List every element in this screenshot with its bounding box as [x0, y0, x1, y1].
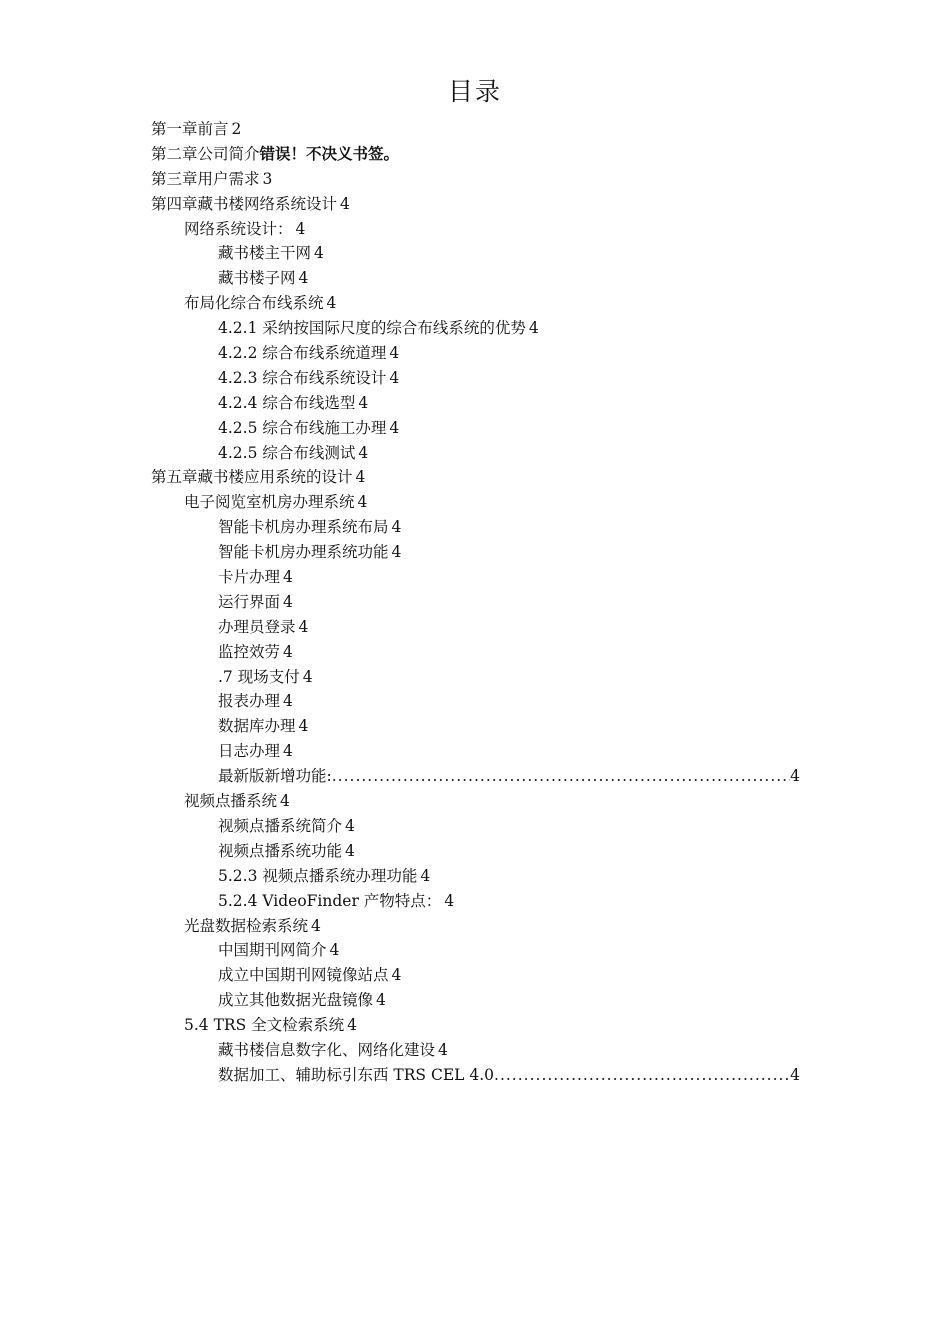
toc-page-number: 4 [302, 667, 313, 686]
toc-entry[interactable] [0, 714, 950, 739]
toc-entry[interactable] [0, 490, 950, 515]
toc-page-number: 4 [389, 368, 400, 387]
toc-entry-text: 报表办理 [218, 692, 281, 711]
toc-page-number: 2 [231, 120, 242, 138]
toc-page-number: 4 [340, 194, 350, 213]
toc-page-number: 4 [295, 219, 306, 238]
toc-page-number: 4 [283, 742, 293, 761]
toc-entry-text: 监控效劳 [218, 642, 281, 661]
toc-entry[interactable] [0, 914, 950, 939]
toc-page-number: 4 [283, 642, 293, 661]
toc-entry-text: 藏书楼子网 [218, 269, 296, 288]
toc-entry[interactable] [0, 266, 950, 291]
toc-entry[interactable] [0, 391, 950, 416]
toc-dot-leader [494, 1063, 790, 1088]
toc-entry[interactable] [0, 241, 950, 266]
toc-page-number: 4 [358, 393, 369, 412]
toc-page-number: 4 [298, 717, 309, 736]
toc-page-number: 4 [298, 269, 309, 288]
toc-page-number: 4 [389, 418, 400, 437]
toc-entry-text: 5.2.3 视频点播系统办理功能 [218, 866, 418, 885]
toc-page-number: 4 [345, 841, 355, 860]
toc-page-number: 4 [311, 916, 321, 935]
toc-entry[interactable] [0, 1063, 800, 1088]
toc-entry[interactable] [0, 192, 950, 217]
toc-page-number: 4 [391, 966, 402, 985]
toc-entry-text: 智能卡机房办理系统功能 [218, 543, 389, 562]
toc-entry-text: 卡片办理 [218, 568, 281, 587]
toc-entry[interactable] [0, 590, 950, 615]
toc-entry[interactable] [0, 1013, 950, 1038]
toc-entry[interactable] [0, 565, 950, 590]
toc-entry-text: 成立中国期刊网镜像站点 [218, 966, 389, 985]
toc-entry-text: 4.2.4 综合布线选型 [218, 393, 356, 412]
toc-entry[interactable] [0, 889, 950, 914]
toc-entry-text: 视频点播系统 [184, 792, 278, 811]
toc-page-number: 4 [355, 468, 366, 487]
toc-entry[interactable] [0, 465, 950, 490]
toc-page-number: 4 [389, 344, 400, 363]
toc-entry[interactable] [0, 441, 950, 466]
toc-entry[interactable] [0, 1038, 950, 1063]
toc-entry[interactable] [0, 938, 950, 963]
toc-entry-text: 5.2.4 VideoFinder 产物特点： [218, 891, 442, 910]
toc-page-number: 3 [262, 169, 273, 188]
toc-entry-text: 4.2.1 采纳按国际尺度的综合布线系统的优势 [218, 319, 526, 338]
toc-entry-text: 中国期刊网简介 [218, 941, 327, 960]
toc-entry-text: 第四章藏书楼网络系统设计 [151, 194, 338, 213]
toc-entry-text: 第三章用户需求 [151, 169, 260, 188]
toc-entry-text: 运行界面 [218, 592, 281, 611]
toc-entry-text: 日志办理 [218, 742, 281, 761]
toc-page-number: 4 [438, 1040, 448, 1059]
toc-entry-text: 第五章藏书楼应用系统的设计 [151, 468, 353, 487]
toc-entry-text: 4.2.5 综合布线施工办理 [218, 418, 387, 437]
toc-page-number: 4 [329, 941, 340, 960]
toc-page-number: 4 [444, 891, 455, 910]
toc-entry[interactable] [0, 291, 950, 316]
toc-entry-text: 视频点播系统功能 [218, 841, 343, 860]
toc-entry-text: 布局化综合布线系统 [184, 294, 324, 313]
toc-title: 目录 [447, 77, 502, 106]
toc-page-number: 4 [280, 792, 290, 811]
toc-entry[interactable] [0, 416, 950, 441]
toc-dot-leader [332, 764, 790, 789]
toc-entry-error: 错误！不决义书签。 [259, 143, 400, 163]
toc-entry-text: 电子阅览室机房办理系统 [184, 493, 355, 512]
toc-entry-text: 数据加工、辅助标引东西 TRS CEL 4.0 [218, 1065, 495, 1084]
toc-entry[interactable] [0, 341, 950, 366]
toc-entry-text: 4.2.5 综合布线测试 [218, 443, 356, 462]
toc-entry-text: 智能卡机房办理系统布局 [218, 518, 389, 537]
toc-entry-text: .7 现场支付 [218, 667, 300, 686]
toc-entry[interactable] [0, 864, 950, 889]
toc-page-number: 4 [283, 592, 293, 611]
toc-entry[interactable] [0, 963, 950, 988]
toc-entry-text: 数据库办理 [218, 717, 296, 736]
toc-page-number: 4 [376, 991, 386, 1010]
toc-entry-text: 藏书楼信息数字化、网络化建设 [218, 1040, 436, 1059]
toc-entry[interactable] [0, 167, 950, 192]
toc-entry-text: 成立其他数据光盘镜像 [218, 991, 374, 1010]
table-of-contents [0, 117, 950, 1088]
toc-entry-text: 第一章前言 [151, 120, 229, 138]
toc-entry-text: 4.2.2 综合布线系统道理 [218, 344, 387, 363]
toc-entry[interactable] [0, 764, 800, 789]
toc-entry-text: 网络系统设计： [184, 219, 293, 238]
toc-entry[interactable] [0, 814, 950, 839]
toc-page-number: 4 [790, 1065, 800, 1084]
toc-page-number: 4 [358, 443, 369, 462]
toc-entry[interactable] [0, 117, 950, 142]
toc-page-number: 4 [790, 767, 800, 786]
toc-page-number: 4 [298, 617, 309, 636]
toc-page-number: 4 [528, 319, 539, 338]
toc-entry-text: 光盘数据检索系统 [184, 916, 309, 935]
toc-entry-text: 4.2.3 综合布线系统设计 [218, 368, 387, 387]
toc-page-number: 4 [391, 543, 402, 562]
toc-entry[interactable] [0, 515, 950, 540]
toc-entry[interactable] [0, 739, 950, 764]
toc-entry[interactable] [0, 217, 950, 242]
toc-entry-text: 5.4 TRS 全文检索系统 [184, 1016, 345, 1035]
toc-entry-text: 藏书楼主干网 [218, 244, 312, 263]
toc-entry[interactable] [0, 665, 950, 690]
toc-page-number: 4 [357, 493, 368, 512]
toc-page-number: 4 [347, 1016, 358, 1035]
toc-entry[interactable] [0, 540, 950, 565]
toc-entry[interactable] [0, 142, 950, 167]
toc-page-number: 4 [283, 692, 293, 711]
toc-entry[interactable] [0, 366, 950, 391]
toc-entry[interactable] [0, 689, 950, 714]
toc-entry-text: 最新版新增功能: [218, 767, 332, 786]
toc-page-number: 4 [345, 816, 355, 835]
toc-page-number: 4 [283, 568, 293, 587]
toc-entry[interactable] [0, 640, 950, 665]
toc-page-number: 4 [326, 294, 337, 313]
toc-page-number: 4 [314, 244, 324, 263]
toc-entry-text: 办理员登录 [218, 617, 296, 636]
toc-entry-text: 第二章公司简介 [151, 144, 260, 163]
toc-entry[interactable] [0, 988, 950, 1013]
toc-entry[interactable] [0, 839, 950, 864]
toc-page-number: 4 [391, 518, 402, 537]
toc-entry-text: 视频点播系统简介 [218, 816, 343, 835]
toc-entry[interactable] [0, 789, 950, 814]
toc-entry[interactable] [0, 615, 950, 640]
toc-page-number: 4 [420, 866, 431, 885]
toc-entry[interactable] [0, 316, 950, 341]
